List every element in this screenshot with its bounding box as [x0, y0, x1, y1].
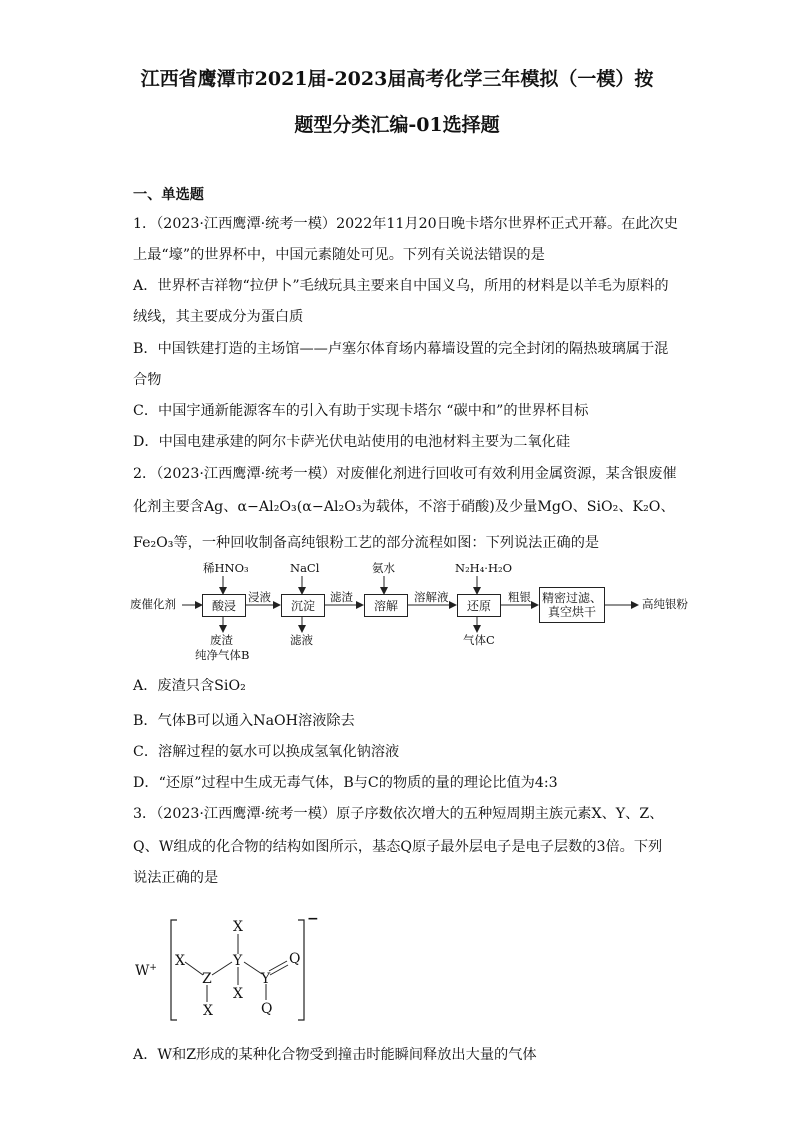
section-heading: 一、单选题	[133, 187, 204, 203]
q2-option-a: A．废渣只含SiO₂	[133, 678, 246, 694]
cation-charge: +	[149, 963, 157, 973]
q1-option-b-line2: 合物	[133, 372, 162, 388]
q1-option-d: D．中国电建承建的阿尔卡萨光伏电站使用的电池材料主要为二氧化硅	[133, 434, 571, 450]
q3-stem-line1: 3．（2023·江西鹰潭·统考一模）原子序数依次增大的五种短周期主族元素X、Y、Z、	[133, 806, 664, 822]
q3-stem-line2: Q、W组成的化合物的结构如图所示，基态Q原子最外层电子是电子层数的3倍。下列	[133, 839, 663, 855]
q2-alpha-al2o3-repeat: α−Al₂O₃	[302, 499, 362, 515]
flow-arrow-label-residue: 滤渣	[330, 590, 353, 604]
q2-stem-line2: 化剂主要含Ag、α−Al₂O₃(α−Al₂O₃为载体，不溶于硝酸)及少量MgO、SiO₂、K₂O、	[133, 499, 675, 515]
flow-step-filter-dry	[539, 587, 605, 623]
q2-stem-line2-mid: 为载体，不溶于硝酸)及少量MgO、SiO₂、K₂O、	[361, 499, 675, 515]
atom-y-center: Y	[233, 953, 243, 969]
flow-end-label: 高纯银粉	[642, 597, 688, 611]
q3-stem-line3: 说法正确的是	[133, 870, 219, 886]
flow-step-filter-dry-line1: 精密过滤、	[541, 591, 602, 605]
atom-q-bottom: Q	[261, 1001, 273, 1017]
flow-filtrate: 滤液	[290, 633, 313, 647]
flow-step-precipitate: 沉淀	[281, 594, 325, 617]
q3-option-a: A．W和Z形成的某种化合物受到撞击时能瞬间释放出大量的气体	[133, 1047, 537, 1063]
q1-stem-line2: 上最“壕”的世界杯中，中国元素随处可见。下列有关说法错误的是	[133, 247, 545, 263]
flow-step-reduce: 还原	[457, 594, 501, 617]
flow-reagent-ammonia: 氨水	[372, 561, 395, 575]
flow-step-filter-dry-line2: 真空烘干	[547, 605, 596, 619]
flow-start-label: 废催化剂	[130, 597, 176, 611]
flow-gas-c: 气体C	[463, 633, 495, 647]
q2-stem-line1: 2．（2023·江西鹰潭·统考一模）对废催化剂进行回收可有效利用金属资源，某含银废催	[133, 466, 677, 482]
atom-x-bottom-center: X	[233, 986, 243, 1002]
q2-option-c: C．溶解过程的氨水可以换成氢氧化钠溶液	[133, 744, 400, 760]
q1-stem-line1: 1．（2023·江西鹰潭·统考一模）2022年11月20日晚卡塔尔世界杯正式开幕。在此次史	[133, 216, 678, 232]
flow-step-dissolve: 溶解	[364, 594, 408, 617]
q2-stem-line3: Fe₂O₃等，一种回收制备高纯银粉工艺的部分流程如图：下列说法正确的是	[133, 535, 600, 551]
flow-arrow-label-leachate: 浸液	[248, 590, 271, 604]
q1-option-c: C．中国宇通新能源客车的引入有助于实现卡塔尔 “碳中和”的世界杯目标	[133, 403, 589, 419]
q2-option-d: D．“还原”过程中生成无毒气体，B与C的物质的量的理论比值为4:3	[133, 775, 558, 791]
flow-reagent-nacl: NaCl	[290, 561, 320, 575]
flow-step-acid-leach: 酸浸	[202, 594, 246, 617]
atom-z: Z	[202, 971, 212, 987]
flow-waste-residue: 废渣	[210, 633, 233, 647]
doc-title-line1: 江西省鹰潭市2021届-2023届高考化学三年模拟（一模）按	[140, 68, 654, 90]
q2-stem-line2-pre: 化剂主要含Ag、	[133, 499, 238, 515]
q1-option-b-line1: B．中国铁建打造的主场馆——卢塞尔体育场内幕墙设置的完全封闭的隔热玻璃属于混	[133, 341, 669, 357]
atom-y-right: Y	[261, 971, 271, 987]
q2-option-b: B．气体B可以通入NaOH溶液除去	[133, 713, 355, 729]
process-flow-diagram	[130, 560, 700, 670]
atom-x-top: X	[233, 919, 243, 935]
flow-arrow-label-solution: 溶解液	[414, 590, 449, 604]
flow-reagent-hno3: 稀HNO₃	[203, 561, 249, 575]
q1-option-a-line2: 绒线，其主要成分为蛋白质	[133, 309, 304, 325]
molecular-structure	[135, 912, 335, 1027]
atom-x-left: X	[175, 953, 185, 969]
flow-reagent-hydrazine: N₂H₄·H₂O	[455, 561, 513, 575]
atom-x-bottom-left: X	[203, 1003, 213, 1019]
q2-alpha-al2o3: α−Al₂O₃	[237, 499, 297, 515]
atom-w-label: W	[135, 963, 150, 979]
doc-title-line2: 题型分类汇编-01选择题	[294, 114, 500, 136]
anion-charge: −	[307, 911, 319, 927]
atom-q-top: Q	[289, 951, 301, 967]
flow-gas-b: 纯净气体B	[195, 648, 250, 662]
atom-w	[135, 964, 157, 978]
q1-option-a-line1: A．世界杯吉祥物“拉伊卜”毛绒玩具主要来自中国义乌，所用的材料是以羊毛为原料的	[133, 278, 669, 294]
flow-arrow-label-crude-silver: 粗银	[508, 590, 531, 604]
